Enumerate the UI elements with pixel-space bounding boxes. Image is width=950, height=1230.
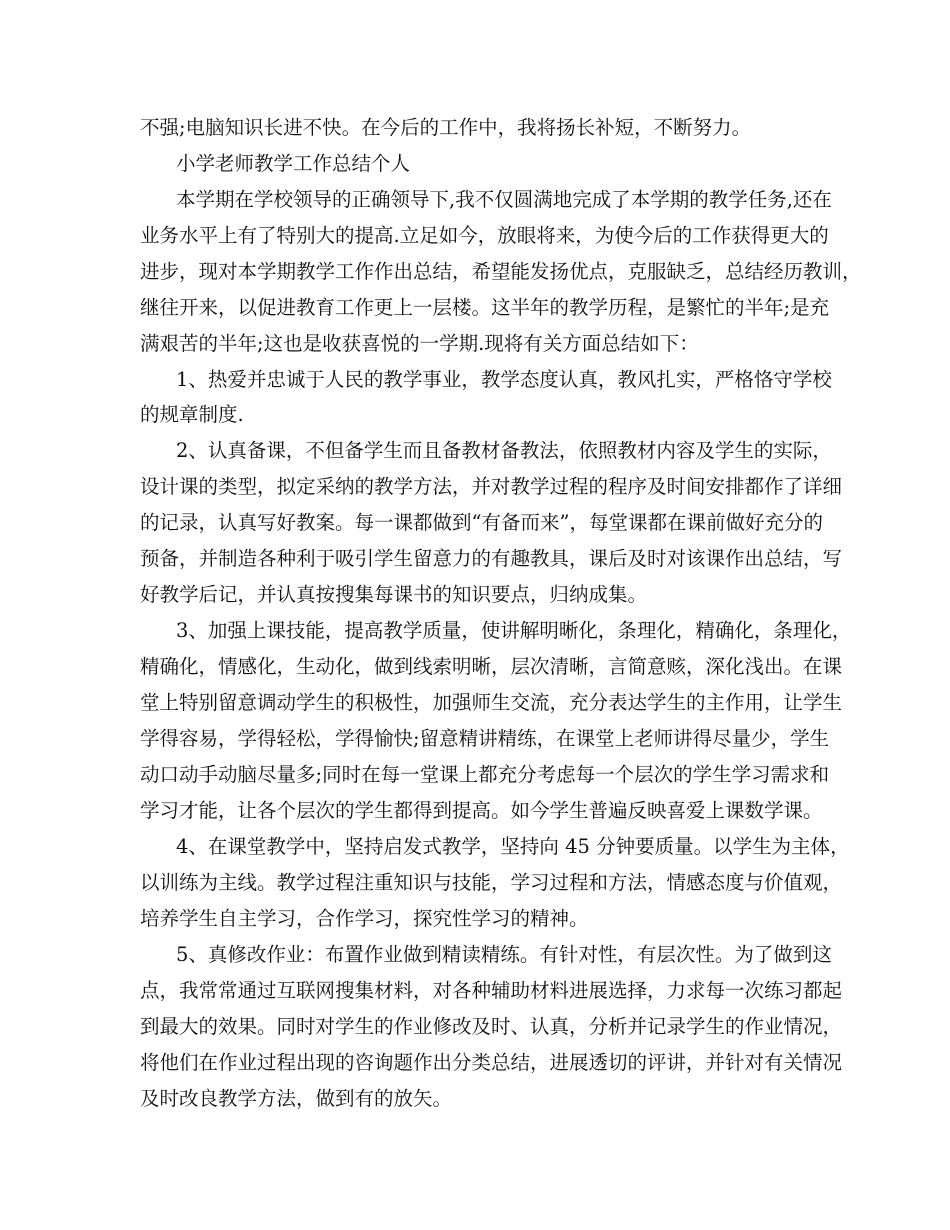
text-line: 1、热爱并忠诚于人民的教学事业，教学态度认真，教风扎实，严格恪守学校: [176, 368, 832, 391]
text-line: 及时改良教学方法，做到有的放矢。: [140, 1087, 453, 1110]
text-line: 设计课的类型，拟定采纳的教学方法，并对教学过程的程序及时间安排都作了详细: [140, 475, 843, 498]
section-title: 小学老师教学工作总结个人: [176, 152, 411, 175]
text-line: 3、加强上课技能，提高教学质量，使讲解明晰化，条理化，精确化，条理化，: [176, 619, 852, 642]
text-line: 的记录，认真写好教案。每一课都做到“有备而来”，每堂课都在课前做好充分的: [140, 511, 823, 534]
text-line: 好教学后记，并认真按搜集每课书的知识要点，归纳成集。: [140, 583, 648, 606]
text-line: 点，我常常通过互联网搜集材料，对各种辅助材料进展选择，力求每一次练习都起: [140, 979, 843, 1002]
text-line: 将他们在作业过程出现的咨询题作出分类总结，进展透切的评讲，并针对有关情况: [140, 1051, 843, 1074]
text-line: 不强;电脑知识长进不快。在今后的工作中，我将扬长补短，不断努力。: [140, 116, 752, 139]
text-line: 满艰苦的半年;这也是收获喜悦的一学期.现将有关方面总结如下：: [140, 332, 699, 355]
text-line: 学习才能，让各个层次的学生都得到提高。如今学生普遍反映喜爱上课数学课。: [140, 799, 823, 822]
text-line: 以训练为主线。教学过程注重知识与技能，学习过程和方法，情感态度与价值观，: [140, 871, 843, 894]
text-line: 进步，现对本学期教学工作作出总结，希望能发扬优点，克服缺乏，总结经历教训，: [140, 260, 862, 283]
text-line: 本学期在学校领导的正确领导下,我不仅圆满地完成了本学期的教学任务,还在: [176, 188, 832, 211]
text-line: 培养学生自主学习，合作学习，探究性学习的精神。: [140, 907, 589, 930]
text-line: 精确化，情感化，生动化，做到线索明晰，层次清晰，言简意赅，深化浅出。在课: [140, 655, 843, 678]
text-line: 动口动手动脑尽量多;同时在每一堂课上都充分考虑每一个层次的学生学习需求和: [140, 763, 830, 786]
text-line: 5、真修改作业：布置作业做到精读精练。有针对性，有层次性。为了做到这: [176, 943, 832, 966]
text-line: 堂上特别留意调动学生的积极性，加强师生交流，充分表达学生的主作用，让学生: [140, 691, 843, 714]
text-line: 预备，并制造各种利于吸引学生留意力的有趣教具，课后及时对该课作出总结，写: [140, 547, 843, 570]
text-line: 继往开来，以促进教育工作更上一层楼。这半年的教学历程，是繁忙的半年;是充: [140, 296, 830, 319]
text-line: 4、在课堂教学中，坚持启发式教学，坚持向 45 分钟要质量。以学生为主体，: [176, 835, 850, 858]
text-line: 到最大的效果。同时对学生的作业修改及时、认真，分析并记录学生的作业情况，: [140, 1015, 843, 1038]
text-line: 2、认真备课，不但备学生而且备教材备教法，依照教材内容及学生的实际，: [176, 439, 832, 462]
text-line: 学得容易，学得轻松，学得愉快;留意精讲精练，在课堂上老师讲得尽量少，学生: [140, 727, 830, 750]
text-line: 业务水平上有了特别大的提高.立足如今，放眼将来，为使今后的工作获得更大的: [140, 224, 829, 247]
text-line: 的规章制度.: [140, 403, 244, 426]
